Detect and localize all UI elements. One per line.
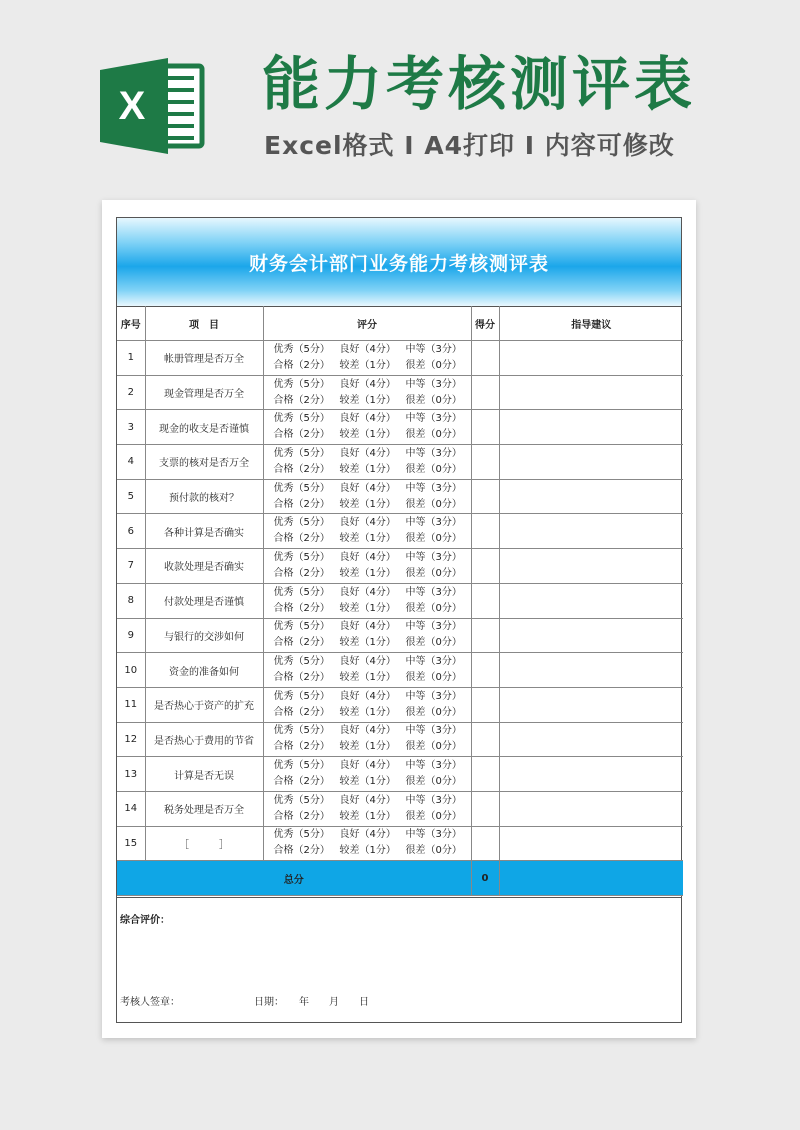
rating-option[interactable]: 较差（1分） <box>339 533 396 545</box>
rating-line <box>274 585 471 601</box>
row-advice[interactable] <box>499 722 683 757</box>
rating-option[interactable]: 中等（3分） <box>405 794 462 806</box>
row-item: 支票的核对是否万全 <box>145 445 263 480</box>
document-sheet <box>102 200 696 1038</box>
col-header-advice: 指导建议 <box>499 306 683 341</box>
date-label: 日期： 年 月 日 <box>254 997 369 1008</box>
row-rating <box>263 826 471 861</box>
row-advice[interactable] <box>499 479 683 514</box>
rating-option[interactable]: 很差（0分） <box>405 845 462 857</box>
row-number: 7 <box>117 549 145 584</box>
row-item: 帐册管理是否万全 <box>145 341 263 376</box>
rating-option[interactable]: 中等（3分） <box>405 413 462 425</box>
rating-option[interactable]: 优秀（5分） <box>273 343 330 355</box>
row-rating <box>263 583 471 618</box>
row-rating <box>263 618 471 653</box>
rating-option[interactable]: 良好（4分） <box>339 517 396 529</box>
rating-option[interactable]: 优秀（5分） <box>273 690 330 702</box>
row-rating <box>263 791 471 826</box>
rating-option[interactable]: 优秀（5分） <box>273 794 330 806</box>
rating-option[interactable]: 中等（3分） <box>405 621 462 633</box>
rating-option[interactable]: 良好（4分） <box>339 447 396 459</box>
row-rating <box>263 514 471 549</box>
rating-option[interactable]: 很差（0分） <box>405 429 462 441</box>
row-item: 收款处理是否确实 <box>145 549 263 584</box>
comment-label: 综合评价： <box>120 915 170 926</box>
rating-line <box>274 843 471 859</box>
table-row <box>117 514 683 549</box>
rating-option[interactable]: 合格（2分） <box>273 463 330 475</box>
table-row <box>117 687 683 722</box>
table-row <box>117 445 683 480</box>
rating-option[interactable]: 中等（3分） <box>405 343 462 355</box>
row-score[interactable] <box>471 653 499 688</box>
rating-option[interactable]: 较差（1分） <box>339 394 396 406</box>
row-advice[interactable] <box>499 514 683 549</box>
rating-line <box>274 793 471 809</box>
rating-option[interactable]: 较差（1分） <box>339 602 396 614</box>
rating-option[interactable]: 优秀（5分） <box>273 378 330 390</box>
rating-option[interactable]: 良好（4分） <box>339 656 396 668</box>
table-row <box>117 757 683 792</box>
row-item: ［ ］ <box>145 826 263 861</box>
rating-option[interactable]: 很差（0分） <box>405 602 462 614</box>
rating-line <box>274 758 471 774</box>
rating-option[interactable]: 较差（1分） <box>339 706 396 718</box>
row-score[interactable] <box>471 479 499 514</box>
form-title: 财务会计部门业务能力考核测评表 <box>117 218 681 307</box>
row-rating <box>263 757 471 792</box>
row-rating <box>263 375 471 410</box>
rating-option[interactable]: 优秀（5分） <box>273 447 330 459</box>
rating-option[interactable]: 很差（0分） <box>405 810 462 822</box>
row-item: 预付款的核对？ <box>145 479 263 514</box>
row-number: 3 <box>117 410 145 445</box>
rating-line <box>274 809 471 825</box>
row-advice[interactable] <box>499 549 683 584</box>
total-advice-cell[interactable] <box>499 861 683 896</box>
row-number: 4 <box>117 445 145 480</box>
rating-option[interactable]: 合格（2分） <box>273 741 330 753</box>
row-item: 税务处理是否万全 <box>145 791 263 826</box>
rating-option[interactable]: 良好（4分） <box>339 794 396 806</box>
rating-option[interactable]: 合格（2分） <box>273 845 330 857</box>
row-score[interactable] <box>471 341 499 376</box>
row-item: 与银行的交涉如何 <box>145 618 263 653</box>
row-item: 是否热心于资产的扩充 <box>145 687 263 722</box>
rating-option[interactable]: 良好（4分） <box>339 760 396 772</box>
rating-option[interactable]: 较差（1分） <box>339 429 396 441</box>
row-item: 现金的收支是否谨慎 <box>145 410 263 445</box>
rating-option[interactable]: 较差（1分） <box>339 810 396 822</box>
rating-line <box>274 427 471 443</box>
table-row <box>117 549 683 584</box>
row-number: 12 <box>117 722 145 757</box>
rating-option[interactable]: 中等（3分） <box>405 517 462 529</box>
rating-option[interactable]: 很差（0分） <box>405 498 462 510</box>
rating-line <box>274 358 471 374</box>
rating-line <box>274 689 471 705</box>
row-advice[interactable] <box>499 410 683 445</box>
rating-option[interactable]: 较差（1分） <box>339 672 396 684</box>
rating-option[interactable]: 中等（3分） <box>405 447 462 459</box>
rating-option[interactable]: 较差（1分） <box>339 845 396 857</box>
rating-option[interactable]: 较差（1分） <box>339 463 396 475</box>
rating-line <box>274 723 471 739</box>
rating-option[interactable]: 合格（2分） <box>273 429 330 441</box>
rating-option[interactable]: 优秀（5分） <box>273 413 330 425</box>
rating-option[interactable]: 很差（0分） <box>405 359 462 371</box>
row-number: 15 <box>117 826 145 861</box>
row-number: 2 <box>117 375 145 410</box>
comment-section <box>117 897 681 1025</box>
rating-option[interactable]: 良好（4分） <box>339 621 396 633</box>
svg-text:X: X <box>118 84 146 128</box>
rating-option[interactable]: 中等（3分） <box>405 586 462 598</box>
rating-option[interactable]: 较差（1分） <box>339 637 396 649</box>
rating-option[interactable]: 良好（4分） <box>339 586 396 598</box>
row-number: 9 <box>117 618 145 653</box>
rating-option[interactable]: 合格（2分） <box>273 359 330 371</box>
row-number: 5 <box>117 479 145 514</box>
rating-option[interactable]: 优秀（5分） <box>273 656 330 668</box>
rating-option[interactable]: 很差（0分） <box>405 672 462 684</box>
rating-option[interactable]: 中等（3分） <box>405 829 462 841</box>
rating-option[interactable]: 合格（2分） <box>273 567 330 579</box>
table-row <box>117 791 683 826</box>
rating-option[interactable]: 优秀（5分） <box>273 760 330 772</box>
rating-option[interactable]: 合格（2分） <box>273 394 330 406</box>
col-header-no: 序号 <box>117 306 145 341</box>
table-row <box>117 375 683 410</box>
row-advice[interactable] <box>499 583 683 618</box>
row-item: 计算是否无误 <box>145 757 263 792</box>
row-rating <box>263 341 471 376</box>
rating-option[interactable]: 较差（1分） <box>339 741 396 753</box>
signer-label: 考核人签章： <box>120 997 180 1008</box>
table-row <box>117 341 683 376</box>
row-number: 14 <box>117 791 145 826</box>
rating-option[interactable]: 优秀（5分） <box>273 829 330 841</box>
total-label: 总分 <box>117 861 471 896</box>
rating-option[interactable]: 良好（4分） <box>339 413 396 425</box>
rating-option[interactable]: 合格（2分） <box>273 602 330 614</box>
row-item: 现金管理是否万全 <box>145 375 263 410</box>
row-score[interactable] <box>471 722 499 757</box>
rating-line <box>274 550 471 566</box>
rating-line <box>274 531 471 547</box>
row-number: 11 <box>117 687 145 722</box>
rating-line <box>274 342 471 358</box>
row-rating <box>263 479 471 514</box>
row-item: 付款处理是否谨慎 <box>145 583 263 618</box>
rating-option[interactable]: 中等（3分） <box>405 690 462 702</box>
rating-option[interactable]: 很差（0分） <box>405 463 462 475</box>
row-score[interactable] <box>471 583 499 618</box>
row-rating <box>263 653 471 688</box>
rating-option[interactable]: 合格（2分） <box>273 498 330 510</box>
rating-line <box>274 515 471 531</box>
row-rating <box>263 410 471 445</box>
rating-option[interactable]: 很差（0分） <box>405 567 462 579</box>
rating-option[interactable]: 良好（4分） <box>339 725 396 737</box>
row-advice[interactable] <box>499 687 683 722</box>
rating-option[interactable]: 很差（0分） <box>405 776 462 788</box>
rating-line <box>274 377 471 393</box>
table-row <box>117 410 683 445</box>
table-row <box>117 722 683 757</box>
table-row <box>117 826 683 861</box>
rating-line <box>274 774 471 790</box>
rating-option[interactable]: 良好（4分） <box>339 378 396 390</box>
row-item: 资金的准备如何 <box>145 653 263 688</box>
rating-line <box>274 739 471 755</box>
row-rating <box>263 687 471 722</box>
rating-option[interactable]: 很差（0分） <box>405 637 462 649</box>
row-number: 6 <box>117 514 145 549</box>
col-header-rating: 评分 <box>263 306 471 341</box>
row-advice[interactable] <box>499 341 683 376</box>
row-score[interactable] <box>471 687 499 722</box>
rating-option[interactable]: 优秀（5分） <box>273 482 330 494</box>
rating-option[interactable]: 很差（0分） <box>405 706 462 718</box>
rating-option[interactable]: 良好（4分） <box>339 551 396 563</box>
rating-option[interactable]: 优秀（5分） <box>273 517 330 529</box>
rating-line <box>274 635 471 651</box>
rating-option[interactable]: 良好（4分） <box>339 829 396 841</box>
rating-line <box>274 670 471 686</box>
row-advice[interactable] <box>499 757 683 792</box>
row-score[interactable] <box>471 410 499 445</box>
row-score[interactable] <box>471 757 499 792</box>
rating-line <box>274 619 471 635</box>
evaluation-table <box>117 306 683 896</box>
col-header-item: 项 目 <box>145 306 263 341</box>
page-title: 能力考核测评表 <box>262 50 697 118</box>
col-header-score: 得分 <box>471 306 499 341</box>
rating-option[interactable]: 合格（2分） <box>273 637 330 649</box>
table-row <box>117 653 683 688</box>
rating-option[interactable]: 合格（2分） <box>273 706 330 718</box>
rating-option[interactable]: 合格（2分） <box>273 672 330 684</box>
rating-line <box>274 481 471 497</box>
table-row <box>117 583 683 618</box>
rating-line <box>274 497 471 513</box>
rating-option[interactable]: 良好（4分） <box>339 482 396 494</box>
rating-option[interactable]: 较差（1分） <box>339 359 396 371</box>
rating-option[interactable]: 优秀（5分） <box>273 586 330 598</box>
row-advice[interactable] <box>499 826 683 861</box>
rating-option[interactable]: 较差（1分） <box>339 498 396 510</box>
row-advice[interactable] <box>499 375 683 410</box>
row-score[interactable] <box>471 375 499 410</box>
row-number: 13 <box>117 757 145 792</box>
row-score[interactable] <box>471 445 499 480</box>
rating-line <box>274 462 471 478</box>
rating-option[interactable]: 优秀（5分） <box>273 725 330 737</box>
rating-option[interactable]: 中等（3分） <box>405 725 462 737</box>
row-rating <box>263 549 471 584</box>
row-score[interactable] <box>471 791 499 826</box>
row-rating <box>263 722 471 757</box>
row-advice[interactable] <box>499 791 683 826</box>
row-number: 8 <box>117 583 145 618</box>
rating-option[interactable]: 很差（0分） <box>405 533 462 545</box>
rating-option[interactable]: 优秀（5分） <box>273 551 330 563</box>
rating-line <box>274 654 471 670</box>
row-number: 1 <box>117 341 145 376</box>
table-header-row <box>117 306 683 341</box>
page-subtitle: Excel格式 I A4打印 I 内容可修改 <box>264 131 675 160</box>
rating-option[interactable]: 很差（0分） <box>405 394 462 406</box>
excel-logo-icon <box>98 56 208 156</box>
rating-option[interactable]: 良好（4分） <box>339 690 396 702</box>
row-item: 各种计算是否确实 <box>145 514 263 549</box>
row-number: 10 <box>117 653 145 688</box>
table-row <box>117 618 683 653</box>
total-value[interactable]: 0 <box>471 861 499 896</box>
rating-option[interactable]: 很差（0分） <box>405 741 462 753</box>
rating-option[interactable]: 中等（3分） <box>405 551 462 563</box>
row-score[interactable] <box>471 549 499 584</box>
rating-line <box>274 393 471 409</box>
table-row <box>117 479 683 514</box>
row-advice[interactable] <box>499 653 683 688</box>
row-item: 是否热心于费用的节省 <box>145 722 263 757</box>
rating-option[interactable]: 较差（1分） <box>339 776 396 788</box>
row-score[interactable] <box>471 618 499 653</box>
rating-option[interactable]: 中等（3分） <box>405 760 462 772</box>
row-advice[interactable] <box>499 445 683 480</box>
row-advice[interactable] <box>499 618 683 653</box>
row-score[interactable] <box>471 514 499 549</box>
total-row <box>117 861 683 896</box>
rating-line <box>274 601 471 617</box>
rating-option[interactable]: 良好（4分） <box>339 343 396 355</box>
rating-option[interactable]: 合格（2分） <box>273 776 330 788</box>
rating-line <box>274 566 471 582</box>
rating-option[interactable]: 中等（3分） <box>405 482 462 494</box>
form-frame <box>116 217 682 1023</box>
row-score[interactable] <box>471 826 499 861</box>
rating-line <box>274 827 471 843</box>
rating-line <box>274 705 471 721</box>
rating-line <box>274 446 471 462</box>
rating-option[interactable]: 中等（3分） <box>405 378 462 390</box>
row-rating <box>263 445 471 480</box>
rating-line <box>274 411 471 427</box>
rating-option[interactable]: 较差（1分） <box>339 567 396 579</box>
rating-option[interactable]: 合格（2分） <box>273 533 330 545</box>
rating-option[interactable]: 优秀（5分） <box>273 621 330 633</box>
rating-option[interactable]: 合格（2分） <box>273 810 330 822</box>
rating-option[interactable]: 中等（3分） <box>405 656 462 668</box>
